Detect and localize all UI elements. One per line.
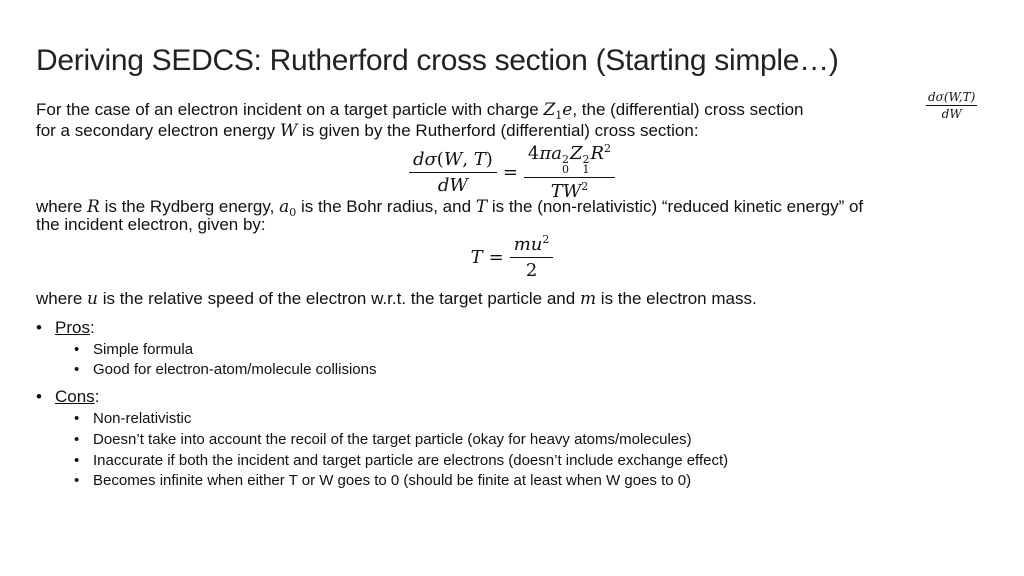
pros-item: • Good for electron-atom/molecule collisions (74, 361, 376, 378)
intro-text-2: , the (differential) cross section (572, 100, 804, 119)
where2-text-b: is the relative speed of the electron w.r.t. the target particle and (97, 289, 580, 308)
cons-item: • Inaccurate if both the incident and target particle are electrons (doesn’t include exchange effect) (74, 452, 728, 469)
where2-text-c: is the electron mass. (596, 289, 757, 308)
slide-title: Deriving SEDCS: Rutherford cross section (Starting simple…) (36, 44, 839, 77)
pros-colon: : (89, 318, 95, 337)
inline-fraction-numerator: dσ(W,T) (928, 90, 976, 104)
where1-text-a: where (36, 197, 88, 216)
inline-fraction-denominator: dW (941, 107, 962, 121)
where1-text-d: is the (non-relativistic) “reduced kinetic energy” of (487, 197, 864, 216)
cons-colon: : (94, 387, 100, 406)
symbol-Z1e: $Z_1e$ (543, 100, 573, 122)
cons-label: Cons (55, 387, 95, 406)
intro-text-3: for a secondary electron energy (36, 121, 280, 140)
where2-text-a: where (36, 289, 88, 308)
kinetic-energy-fraction: $\frac{mu^2}{2}$ (510, 233, 554, 281)
where1-text-b: is the Rydberg energy, (99, 197, 280, 216)
intro-line-2 (36, 121, 699, 141)
symbol-m: m (579, 289, 597, 309)
cons-item: • Non-relativistic (74, 410, 191, 427)
inline-cross-section-fraction (926, 90, 977, 121)
where1-text-c: is the Bohr radius, and (296, 197, 476, 216)
where-line-3 (36, 289, 757, 309)
symbol-T: T (475, 197, 488, 217)
symbol-R: R (87, 197, 100, 217)
lhs-fraction: $\frac{d\sigma(W, T)}{dW}$ (409, 149, 497, 196)
rhs-fraction: 4πa 2 0 Z 2 1 $R^2$ $TW^2$ (524, 142, 615, 202)
cons-item: • Becomes infinite when either T or W goes to 0 (should be finite at least when W goes to 0) (74, 472, 691, 489)
kinetic-energy-equation: T = $\frac{mu^2}{2}$ (0, 233, 1024, 281)
intro-text-4: is given by the Rutherford (differential) cross section: (297, 121, 699, 140)
rutherford-equation: $\frac{d\sigma(W, T)}{dW}$ = 4πa 2 0 Z 2 1 $R^2$ $TW^2$ (0, 142, 1024, 202)
cons-heading (36, 387, 99, 407)
pros-label: Pros (55, 318, 90, 337)
symbol-u: u (87, 289, 98, 309)
pros-item: • Simple formula (74, 341, 193, 358)
pros-heading (36, 318, 95, 338)
symbol-W: W (279, 121, 298, 141)
intro-text-1: For the case of an electron incident on a target particle with charge (36, 100, 544, 119)
where-line-2: the incident electron, given by: (36, 215, 266, 234)
cons-item: • Doesn’t take into account the recoil of the target particle (okay for heavy atoms/molecules) (74, 431, 692, 448)
symbol-a0: $a_0$ (279, 197, 297, 219)
